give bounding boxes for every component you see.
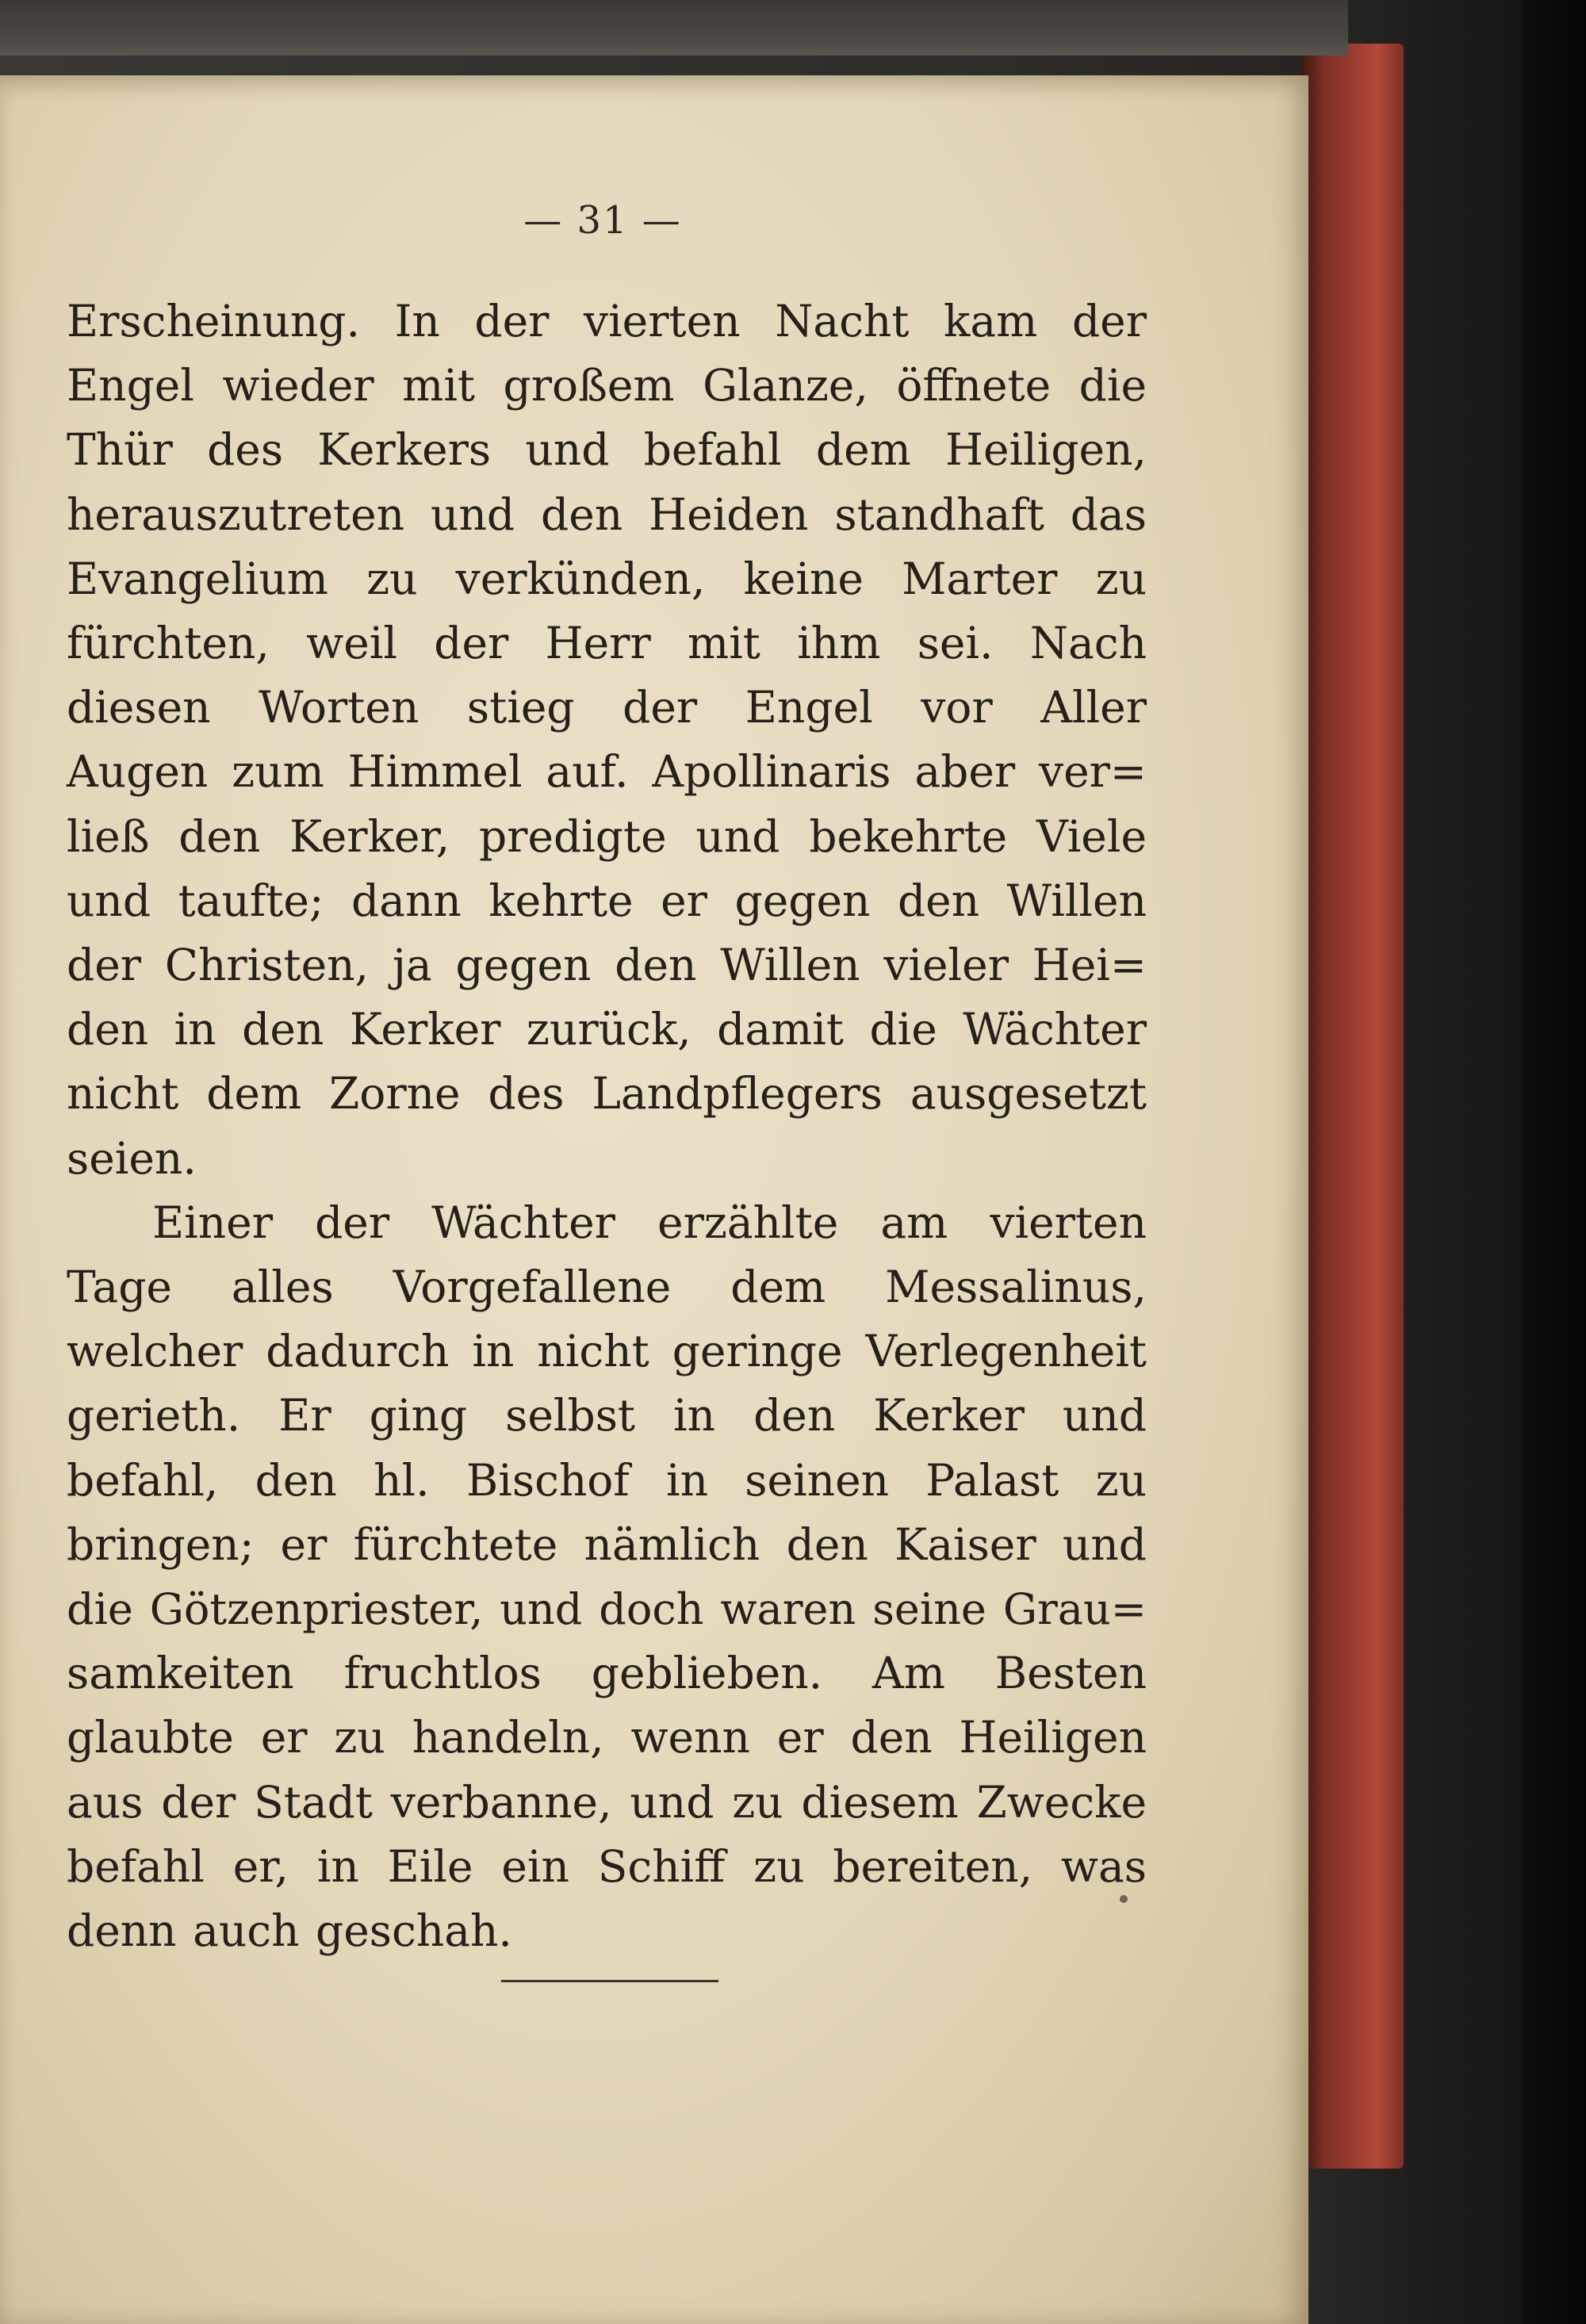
text-line: ließ den Kerker, predigte und bekehrte Viele <box>67 810 1147 862</box>
text-line: Einer der Wächter erzählte am vierten <box>152 1196 1147 1248</box>
text-line: herauszutreten und den Heiden standhaft das <box>67 488 1147 540</box>
text-line: Augen zum Himmel auf. Apollinaris aber ver= <box>67 746 1147 798</box>
text-line: gerieth. Er ging selbst in den Kerker und <box>67 1390 1147 1441</box>
text-line: Evangelium zu verkünden, keine Marter zu <box>67 553 1147 604</box>
page-number: — 31 — <box>523 198 682 243</box>
text-line: glaubte er zu handeln, wenn er den Heiligen <box>67 1712 1147 1763</box>
text-line: den in den Kerker zurück, damit die Wächter <box>67 1004 1147 1055</box>
text-line: Erscheinung. In der vierten Nacht kam der <box>67 296 1147 346</box>
text-line: Tage alles Vorgefallene dem Messalinus, <box>67 1262 1147 1313</box>
text-line: diesen Worten stieg der Engel vor Aller <box>67 682 1147 733</box>
text-line: aus der Stadt verbanne, und zu diesem Zwecke <box>67 1776 1147 1828</box>
text-line: befahl er, in Eile ein Schiff zu bereiten, was <box>67 1840 1147 1892</box>
text-line: bringen; er fürchtete nämlich den Kaiser und <box>67 1518 1147 1570</box>
text-line: die Götzenpriester, und doch waren seine Grau= <box>67 1584 1147 1635</box>
end-rule <box>501 1980 718 1982</box>
text-line: fürchten, weil der Herr mit ihm sei. Nach <box>67 618 1147 669</box>
text-line: Thür des Kerkers und befahl dem Heiligen, <box>67 424 1147 476</box>
ink-speck <box>1120 1895 1128 1903</box>
text-line: nicht dem Zorne des Landpflegers ausgesetzt <box>67 1068 1147 1120</box>
paragraph-1 <box>67 289 1147 1191</box>
text-line: befahl, den hl. Bischof in seinen Palast zu <box>67 1454 1147 1506</box>
cover-edge <box>1523 0 1586 2324</box>
paragraph-2 <box>67 1191 1147 1963</box>
top-shadow <box>0 0 1348 56</box>
text-line: Engel wieder mit großem Glanze, öffnete die <box>67 360 1147 412</box>
text-line: der Christen, ja gegen den Willen vieler Hei= <box>67 940 1147 991</box>
text-line: und taufte; dann kehrte er gegen den Willen <box>67 875 1147 926</box>
text-line: welcher dadurch in nicht geringe Verlegenheit <box>67 1326 1147 1377</box>
body-text <box>67 289 1147 1963</box>
text-line: seien. <box>67 1132 197 1184</box>
text-line: denn auch geschah. <box>67 1905 512 1957</box>
text-line: samkeiten fruchtlos geblieben. Am Besten <box>67 1648 1147 1699</box>
